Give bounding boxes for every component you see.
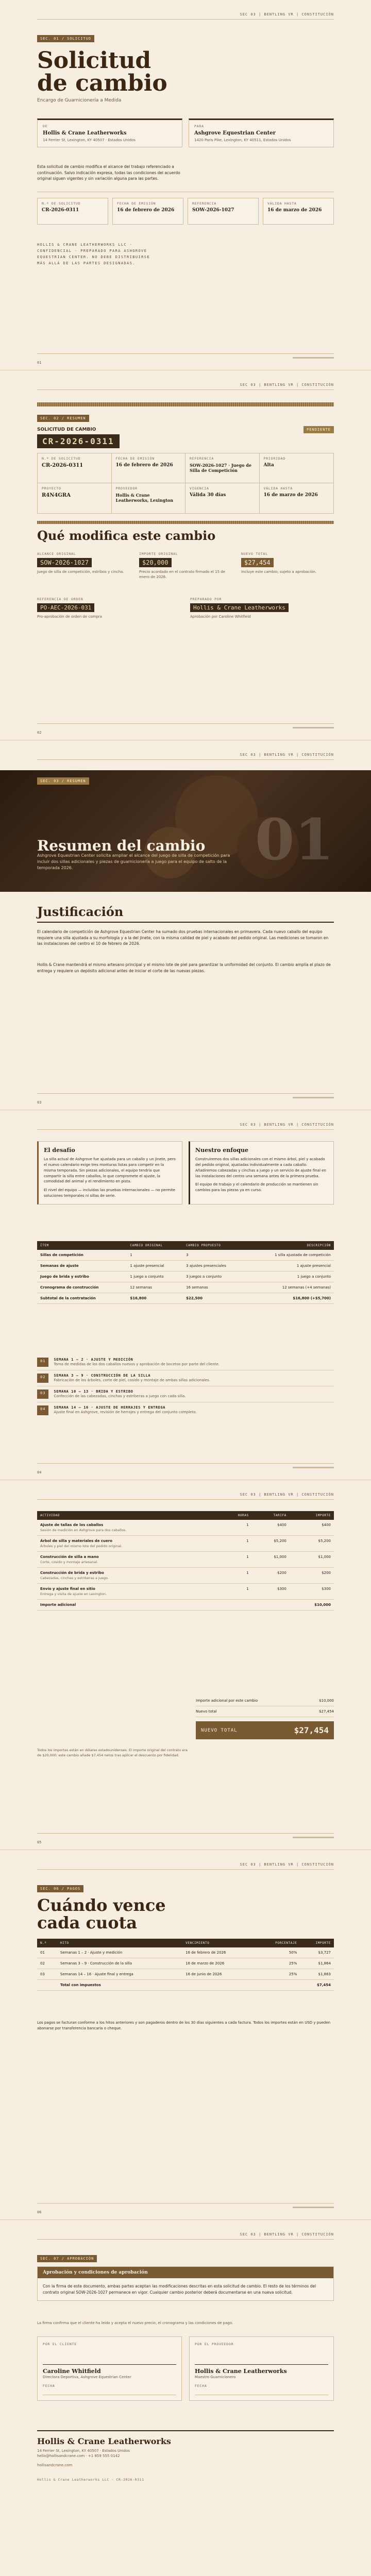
timeline-step: 04 SEMANA 14 – 16 · AJUSTE DE HERRAJES Y ENTREGA Ajuste final en Ashgrove, revisión de herrajes y entrega del conjunto completo. <box>37 1402 334 1418</box>
page-number: 01 <box>37 361 42 365</box>
table-row: Construcción de silla a mano Corte, cosido y montaje artesanal. 1 $1,000 $1,000 <box>37 1552 334 1568</box>
change-metrics: ALCANCE ORIGINAL SOW-2026-1027 Juego de silla de competición, estribos y cincha. IMPORTE ORIGINAL $20,000 Precio acordado en el contrato firmado el 15 de enero de 2026. NUEVO TOTAL $27,454 Incluye este cambio; sujeto a aprobación. <box>37 552 317 580</box>
justification-title: Justificación <box>37 904 124 919</box>
total-row: Total con impuestos $7,454 <box>37 1980 334 1991</box>
subtitle: Encargo de Guarnicionería a Medida <box>37 98 122 103</box>
page-3: SEC 03 | BENTLING VR | CONSTITUCIÓN SEC. 03 / RESUMEN Resumen del cambio Ashgrove Equestrian Center solicita ampliar el alcance del juego de silla de competición para incluir dos sillas adicionales y piezas de guarnicionería a juego para el equipo de salto de la temporada 2026. 01 Justificación El calendario de competición de Ashgrove Equestrian Center ha sumado dos pruebas internacionales en primavera. Cada nuevo caballo del equipo requiere una silla ajustada a su morfología y a la del jinete, con la misma calidad de piel y acabado del pedido original. Las mediciones se tomaron en las instalaciones del centro el 10 de febrero de 2026. Hollis & Crane mantendrá el mismo artesano principal y el mismo lote de piel para garantizar la uniformidad del conjunto. El cambio amplía el plazo de entrega y requiere un depósito adicional antes de iniciar el corte de las nuevas piezas. 03 <box>0 740 371 1110</box>
timeline-step: 02 SEMANA 3 – 9 · CONSTRUCCIÓN DE LA SILLA Fabricación de los árboles, corte de piel, cosido y montaje de ambas sillas adicionales. <box>37 1370 334 1386</box>
table-row: Subtotal de la contratación $16,800 $22,500 $16,800 (+$5,700) <box>37 1293 334 1304</box>
decorative-stripe <box>37 402 334 406</box>
client-signature-block: POR EL CLIENTE Caroline Whitfield Directora Deportiva, Ashgrove Equestrian Center FECHA <box>37 2336 182 2401</box>
payment-table: N.º HITO VENCIMIENTO PORCENTAJE IMPORTE 01 Semanas 1 – 2 · Ajuste y medición 16 de febrero de 2026 50% $3,727 02 Semanas 3 – 9 · Construcción de la silla 16 de marzo de 2026 25% $1,864 03 Semanas 14 – 16 · Ajuste final y entrega 16 de junio de 2026 25% $1,863 Total con impuestos $7,454 <box>37 1939 334 1991</box>
to-name: Ashgrove Equestrian Center <box>194 130 276 136</box>
to-address: 1420 Paris Pike, Lexington, KY 40511, Estados Unidos <box>194 138 291 142</box>
hero-title: Resumen del cambio <box>37 837 206 854</box>
key-fields: N.º DE SOLICITUD CR-2026-0311 FECHA DE EMISIÓN 16 de febrero de 2026 REFERENCIA SOW-2026-1027 VÁLIDA HASTA 16 de marzo de 2026 <box>37 198 334 225</box>
intro-text: Esta solicitud de cambio modifica el alcance del trabajo referenciado a continuación. Salvo indicación expresa, todas las condiciones del acuerdo original siguen vigentes y sin variación alguna para las partes. <box>37 164 180 181</box>
page-2: SEC 03 | BENTLING VR | CONSTITUCIÓN SEC. 02 / RESUMEN SOLICITUD DE CAMBIO PENDIENTE CR-2026-0311 N.º DE SOLICITUD CR-2026-0311 FECHA DE EMISIÓN 16 de febrero de 2026 REFERENCIA SOW-2026-1027 · Juego de Silla de Competición PRIORIDAD Alta PROYECTO R4N4GRA PROVEEDOR Hollis & Crane Leatherworks, Lexington VIGENCIA Válida 30 días VÁLIDA HASTA 16 de marzo de 2026 Qué modifica este cambio ALCANCE ORIGINAL SOW-2026-1027 Juego de silla de competición, estribos y cincha. IMPORTE ORIGINAL $20,000 Precio acordado en el contrato firmado el 15 de enero de 2026. NUEVO TOTAL $27,454 Incluye este cambio; sujeto a aprobación. REFERENCIA DE ORDEN PO-AEC-2026-031 Pro-aprobación de orden de compra PREPARADO POR Hollis & Crane Leatherworks Aprobación por Caroline Whitfield 02 <box>0 370 371 740</box>
changes-title: Qué modifica este cambio <box>37 528 216 543</box>
cost-note: Todos los importes están en dólares estadounidenses. El importe original del contrato era de $20,000; este cambio añade $7,454 netos tras aplicar el descuento por fidelidad. <box>37 1748 188 1757</box>
from-address: 14 Ferrier St, Lexington, KY 40507 · Estados Unidos <box>43 138 136 142</box>
confidential-note: HOLLIS & CRANE LEATHERWORKS LLC · CONFIDENCIAL · PREPARADO PARA ASHGROVE EQUESTRIAN CENTER. NO DEBE DISTRIBUIRSE MÁS ALLÁ DE LAS PARTES DESIGNADAS. <box>37 243 150 265</box>
company-contact: hello@hollisandcrane.com · +1 859 555 0142 <box>37 2454 120 2459</box>
to-card: PARA Ashgrove Equestrian Center 1420 Paris Pike, Lexington, KY 40511, Estados Unidos <box>189 118 334 147</box>
justification-p1: El calendario de competición de Ashgrove Equestrian Center ha sumado dos pruebas internacionales en primavera. Cada nuevo caballo del equipo requiere una silla ajustada a su morfología y a la del jinete, con la misma calidad de piel y acabado del pedido original. Las mediciones se tomaron en las instalaciones del centro el 10 de febrero de 2026. <box>37 929 329 946</box>
title-line-2: de cambio <box>37 70 167 96</box>
footer-note: Hollis & Crane Leatherworks LLC · CR-2026-0311 <box>37 2478 144 2482</box>
justification-p2: Hollis & Crane mantendrá el mismo artesano principal y el mismo lote de piel para garantizar la uniformidad del conjunto. El cambio amplía el plazo de entrega y requiere un depósito adicional antes de iniciar el corte de las nuevas piezas. <box>37 962 331 973</box>
table-row: Semanas de ajuste 1 ajuste presencial 3 ajustes presenciales 1 ajuste presencial <box>37 1261 334 1272</box>
comparison-table: ÍTEM CAMBIO ORIGINAL CAMBIO PROPUESTO DESCRIPCIÓN Sillas de competición 1 3 1 silla ajustada de competición Semanas de ajuste 1 ajuste presencial 3 ajustes presenciales 1 ajuste presencial Juego de brida y estribo 1 juego a conjunto 3 juegos a conjunto 1 juego a conjunto Cronograma de construcción 12 semanas 16 semanas 12 semanas (+4 semanas) Subtotal de la contratación $16,800 $22,500 $16,800 (+$5,700) <box>37 1241 334 1304</box>
company-address: 14 Ferrier St, Lexington, KY 40507 · Estados Unidos <box>37 2449 130 2453</box>
page-7: SEC 03 | BENTLING VR | CONSTITUCIÓN SEC. 07 / APROBACIÓN Aprobación y condiciones de aprobación Con la firma de este documento, ambas partes aceptan las modificaciones descritas en esta solicitud de cambio. El resto de los términos del contrato original SOW-2026-1027 permanece en vigor. Cualquier cambio posterior deberá documentarse en una nueva solicitud. La firma confirma que el cliente ha leído y acepta el nuevo precio, el cronograma y las condiciones de pago. POR EL CLIENTE Caroline Whitfield Directora Deportiva, Ashgrove Equestrian Center FECHA POR EL PROVEEDOR Hollis & Crane Leatherworks Maestro Guarnicionero FECHA Hollis & Crane Leatherworks 14 Ferrier St, Lexington, KY 40507 · Estados Unidos hello@hollisandcrane.com · +1 859 555 0142 hollisandcrane.com Hollis & Crane Leatherworks LLC · CR-2026-0311 <box>0 2219 371 2576</box>
timeline-step: 01 SEMANA 1 – 2 · AJUSTE Y MEDICIÓN Toma de medidas de los dos caballos nuevos y aprobación de bocetos por parte del cliente. <box>37 1354 334 1370</box>
vendor-signature-block: POR EL PROVEEDOR Hollis & Crane Leatherworks Maestro Guarnicionero FECHA <box>189 2336 334 2401</box>
table-row: Ajuste de tallas de los caballos Sesión de medición en Ashgrove para dos caballos. 1 $400 $400 <box>37 1520 334 1536</box>
section-tag: SEC. 01 / SOLICITUD <box>37 35 94 42</box>
timeline-step: 03 SEMANA 10 – 13 · BRIDA Y ESTRIBO Confección de las cabezadas, cinchas y estriberas a juego con cada silla. <box>37 1386 334 1402</box>
payment-notes: Los pagos se facturan conforme a los hitos anteriores y son pagaderos dentro de los 30 días siguientes a cada factura. Todos los importes están en USD y pueden abonarse por transferencia bancaria o cheque. <box>37 2021 331 2030</box>
page-4: SEC 03 | BENTLING VR | CONSTITUCIÓN El desafío La silla actual de Ashgrove fue ajustada para un caballo y un jinete, pero el nuevo calendario exige tres monturas listas para competir en la misma temporada. Sin piezas adicionales, el equipo tendría que compartir la silla entre caballos, lo que compromete el ajuste, la comodidad del animal y el rendimiento en pista. El nivel del equipo — incluidas las pruebas internacionales — no permite soluciones temporales ni sillas de serie. Nuestro enfoque Construiremos dos sillas adicionales con el mismo árbol, piel y acabado del pedido original, ajustadas individualmente a cada caballo. Añadiremos cabezadas y cinchas a juego y un servicio de ajuste final en las instalaciones del centro una semana antes de la primera prueba. El equipo de trabajo y el calendario de producción se mantienen sin cambios para las piezas ya en curso. ÍTEM CAMBIO ORIGINAL CAMBIO PROPUESTO DESCRIPCIÓN Sillas de competición 1 3 1 silla ajustada de competición Semanas de ajuste 1 ajuste presencial 3 ajustes presenciales 1 ajuste presencial Juego de brida y estribo 1 juego a conjunto 3 juegos a conjunto 1 juego a conjunto Cronograma de construcción 12 semanas 16 semanas 12 semanas (+4 semanas) Subtotal de la contratación $16,800 $22,500 $16,800 (+$5,700) 01 SEMANA 1 – 2 · AJUSTE Y MEDICIÓN Toma de medidas de los dos caballos nuevos y aprobación de bocetos por parte del cliente. 02 SEMANA 3 – 9 · CONSTRUCCIÓN DE LA SILLA Fabricación de los árboles, corte de piel, cosido y montaje de ambas sillas adicionales. 03 SEMANA 10 – 13 · BRIDA Y ESTRIBO Confección de las cabezadas, cinchas y estriberas a juego con cada silla. 04 SEMANA 14 – 16 · AJUSTE DE HERRAJES Y ENTREGA Ajuste final en Ashgrove, revisión de herrajes y entrega del conjunto completo. 04 <box>0 1110 371 1480</box>
approval-card: Aprobación y condiciones de aprobación Con la firma de este documento, ambas partes aceptan las modificaciones descritas en esta solicitud de cambio. El resto de los términos del contrato original SOW-2026-1027 permanece en vigor. Cualquier cambio posterior deberá documentarse en una nueva solicitud. <box>37 2266 334 2301</box>
status-badge: PENDIENTE <box>303 426 334 433</box>
table-row: Árbol de silla y materiales de cuero Árboles y piel del mismo lote del pedido original. 1 $5,200 $5,200 <box>37 1536 334 1552</box>
company-name: Hollis & Crane Leatherworks <box>37 2436 171 2446</box>
hero-subtitle: Ashgrove Equestrian Center solicita ampliar el alcance del juego de silla de competición para incluir dos sillas adicionales y piezas de guarnicionería a juego para el equipo de salto de la temporada 2026. <box>37 853 230 870</box>
table-row: Juego de brida y estribo 1 juego a conjunto 3 juegos a conjunto 1 juego a conjunto <box>37 1272 334 1282</box>
page-6: SEC 03 | BENTLING VR | CONSTITUCIÓN SEC. 06 / PAGOS Cuándo vence cada cuota N.º HITO VENCIMIENTO PORCENTAJE IMPORTE 01 Semanas 1 – 2 · Ajuste y medición 16 de febrero de 2026 50% $3,727 02 Semanas 3 – 9 · Construcción de la silla 16 de marzo de 2026 25% $1,864 03 Semanas 14 – 16 · Ajuste final y entrega 16 de junio de 2026 25% $1,863 Total con impuestos $7,454 Los pagos se facturan conforme a los hitos anteriores y son pagaderos dentro de los 30 días siguientes a cada factura. Todos los importes están en USD y pueden abonarse por transferencia bancaria o cheque. 06 <box>0 1850 371 2219</box>
page-5: SEC 03 | BENTLING VR | CONSTITUCIÓN ACTIVIDAD HORAS TARIFA IMPORTE Ajuste de tallas de los caballos Sesión de medición en Ashgrove para dos caballos. 1 $400 $400 Árbol de silla y materiales de cuero Árboles y piel del mismo lote del pedido original. 1 $5,200 $5,200 Construcción de silla a mano Corte, cosido y montaje artesanal. 1 $1,000 $1,000 Construcción de brida y estribo Cabezadas, cinchas y estriberas a juego. 1 $200 $200 Envío y ajuste final en sitio Entrega y visita de ajuste en Lexington. 1 $300 $300 Importe adicional $10,000 Importe adicional por este cambio $10,000 Nuevo total $27,454 NUEVO TOTAL $27,454 Todos los importes están en dólares estadounidenses. El importe original del contrato era de $20,000; este cambio añade $7,454 netos tras aplicar el descuento por fidelidad. 05 <box>0 1480 371 1850</box>
from-name: Hollis & Crane Leatherworks <box>43 130 127 136</box>
challenge-card: El desafío La silla actual de Ashgrove fue ajustada para un caballo y un jinete, pero el nuevo calendario exige tres monturas listas para competir en la misma temporada. Sin piezas adicionales, el equipo tendría que compartir la silla entre caballos, lo que compromete el ajuste, la comodidad del animal y el rendimiento en pista. El nivel del equipo — incluidas las pruebas internacionales — no permite soluciones temporales ni sillas de serie. <box>37 1141 182 1205</box>
summary-grid: N.º DE SOLICITUD CR-2026-0311 FECHA DE EMISIÓN 16 de febrero de 2026 REFERENCIA SOW-2026-1027 · Juego de Silla de Competición PRIORIDAD Alta PROYECTO R4N4GRA PROVEEDOR Hollis & Crane Leatherworks, Lexington VIGENCIA Válida 30 días VÁLIDA HASTA 16 de marzo de 2026 <box>37 453 334 514</box>
cost-table: ACTIVIDAD HORAS TARIFA IMPORTE Ajuste de tallas de los caballos Sesión de medición en Ashgrove para dos caballos. 1 $400 $400 Árbol de silla y materiales de cuero Árboles y piel del mismo lote del pedido original. 1 $5,200 $5,200 Construcción de silla a mano Corte, cosido y montaje artesanal. 1 $1,000 $1,000 Construcción de brida y estribo Cabezadas, cinchas y estriberas a juego. 1 $200 $200 Envío y ajuste final en sitio Entrega y visita de ajuste en Lexington. 1 $300 $300 Importe adicional $10,000 <box>37 1511 334 1611</box>
company-website-link[interactable]: hollisandcrane.com <box>37 2463 73 2468</box>
request-id: CR-2026-0311 <box>42 436 114 446</box>
from-card: DE Hollis & Crane Leatherworks 14 Ferrier St, Lexington, KY 40507 · Estados Unidos <box>37 118 182 147</box>
table-row: Cronograma de construcción 12 semanas 16 semanas 12 semanas (+4 semanas) <box>37 1282 334 1293</box>
date-line[interactable] <box>195 2388 328 2395</box>
po-reference: PO-AEC-2026-031 <box>37 603 94 612</box>
prepared-by: Hollis & Crane Leatherworks <box>190 603 289 612</box>
signature-line[interactable] <box>43 2349 176 2365</box>
signature-line[interactable] <box>195 2349 328 2365</box>
page-1 <box>0 0 371 370</box>
table-row: 03 Semanas 14 – 16 · Ajuste final y entrega 16 de junio de 2026 25% $1,863 <box>37 1969 334 1980</box>
table-row: Envío y ajuste final en sitio Entrega y visita de ajuste en Lexington. 1 $300 $300 <box>37 1584 334 1600</box>
table-row: Sillas de competición 1 3 1 silla ajustada de competición <box>37 1250 334 1261</box>
approach-card: Nuestro enfoque Construiremos dos sillas adicionales con el mismo árbol, piel y acabado del pedido original, ajustadas individualmente a cada caballo. Añadiremos cabezadas y cinchas a juego y un servicio de ajuste final en las instalaciones del centro una semana antes de la primera prueba. El equipo de trabajo y el calendario de producción se mantienen sin cambios para las piezas ya en curso. <box>189 1141 334 1205</box>
title-line-1: Solicitud <box>37 47 151 74</box>
schedule-title-2: cada cuota <box>37 1913 138 1933</box>
total-row: Importe adicional $10,000 <box>37 1600 334 1611</box>
grand-total: NUEVO TOTAL $27,454 <box>196 1721 334 1739</box>
schedule-title-1: Cuándo vence <box>37 1895 166 1915</box>
hero-banner: SEC. 03 / RESUMEN Resumen del cambio Ashgrove Equestrian Center solicita ampliar el alcance del juego de silla de competición para incluir dos sillas adicionales y piezas de guarnicionería a juego para el equipo de salto de la temporada 2026. 01 <box>0 770 371 892</box>
hero-number: 01 <box>255 806 334 873</box>
kicker: SOLICITUD DE CAMBIO <box>37 427 96 432</box>
table-row: 01 Semanas 1 – 2 · Ajuste y medición 16 de febrero de 2026 50% $3,727 <box>37 1947 334 1958</box>
table-row: Construcción de brida y estribo Cabezadas, cinchas y estriberas a juego. 1 $200 $200 <box>37 1568 334 1584</box>
totals-box: Importe adicional por este cambio $10,000 Nuevo total $27,454 NUEVO TOTAL $27,454 <box>196 1696 334 1739</box>
table-row: 02 Semanas 3 – 9 · Construcción de la silla 16 de marzo de 2026 25% $1,864 <box>37 1958 334 1969</box>
running-header: SEC 03 | BENTLING VR | CONSTITUCIÓN <box>240 12 334 16</box>
timeline <box>37 1354 334 1418</box>
date-line[interactable] <box>43 2388 176 2395</box>
